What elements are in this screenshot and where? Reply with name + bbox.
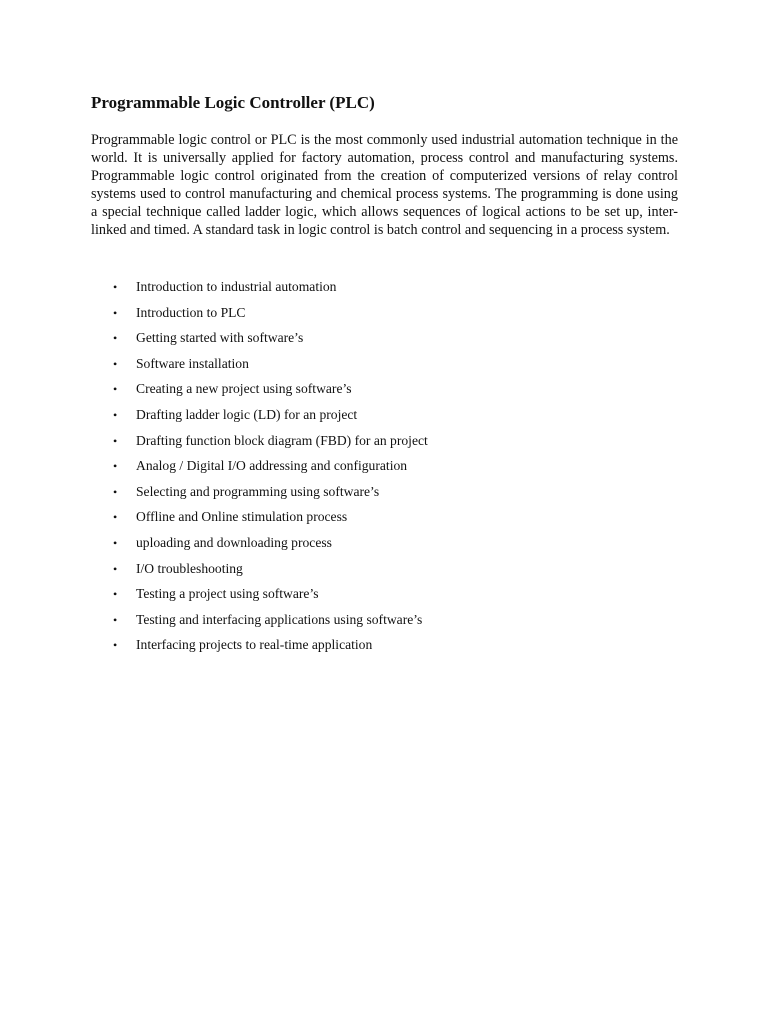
- bullet-icon: •: [113, 510, 118, 525]
- list-item-text: Testing and interfacing applications using software’s: [136, 611, 423, 627]
- bullet-icon: •: [113, 305, 118, 320]
- list-item-text: Selecting and programming using software’s: [136, 483, 380, 499]
- bullet-icon: •: [113, 535, 118, 550]
- list-item-text: uploading and downloading process: [136, 534, 332, 550]
- bullet-icon: •: [113, 407, 118, 422]
- page-title: Programmable Logic Controller (PLC): [91, 93, 375, 112]
- list-item-text: Software installation: [136, 355, 249, 371]
- list-item-text: Testing a project using software’s: [136, 586, 319, 602]
- bullet-icon: •: [113, 331, 118, 346]
- bullet-icon: •: [113, 612, 118, 627]
- bullet-icon: •: [113, 280, 118, 294]
- list-item-text: Drafting function block diagram (FBD) for an project: [136, 432, 428, 448]
- list-item-text: Creating a new project using software’s: [136, 381, 352, 397]
- bullet-icon: •: [113, 561, 118, 576]
- bullet-icon: •: [113, 638, 118, 653]
- list-item-text: Analog / Digital I/O addressing and configuration: [136, 458, 408, 474]
- list-item-text: Introduction to PLC: [136, 304, 246, 320]
- bullet-icon: •: [113, 382, 118, 397]
- bullet-icon: •: [113, 484, 118, 499]
- list-item-text: Offline and Online stimulation process: [136, 509, 348, 525]
- bullet-icon: •: [113, 459, 118, 474]
- bullet-icon: •: [113, 433, 118, 448]
- list-item-text: Drafting ladder logic (LD) for an project: [136, 406, 358, 422]
- list-item-text: Introduction to industrial automation: [136, 279, 337, 294]
- bullet-icon: •: [113, 356, 118, 371]
- list-item-text: Getting started with software’s: [136, 330, 304, 346]
- intro-paragraph: Programmable logic control or PLC is the most commonly used industrial automation technique in the world. It is universally applied for factory automation, process control and manufacturing systems. Programmable logic control originated from the creation of computerized versions of relay control systems used to control manufacturing and chemical process systems. The programming is done using a special technique called ladder logic, which allows sequences of logical actions to be set up, inter-linked and timed. A standard task in logic control is batch control and sequencing in a process system.: [91, 132, 678, 238]
- list-item-text: Interfacing projects to real-time application: [136, 637, 373, 653]
- list-item-text: I/O troubleshooting: [136, 560, 243, 576]
- bullet-icon: •: [113, 587, 118, 602]
